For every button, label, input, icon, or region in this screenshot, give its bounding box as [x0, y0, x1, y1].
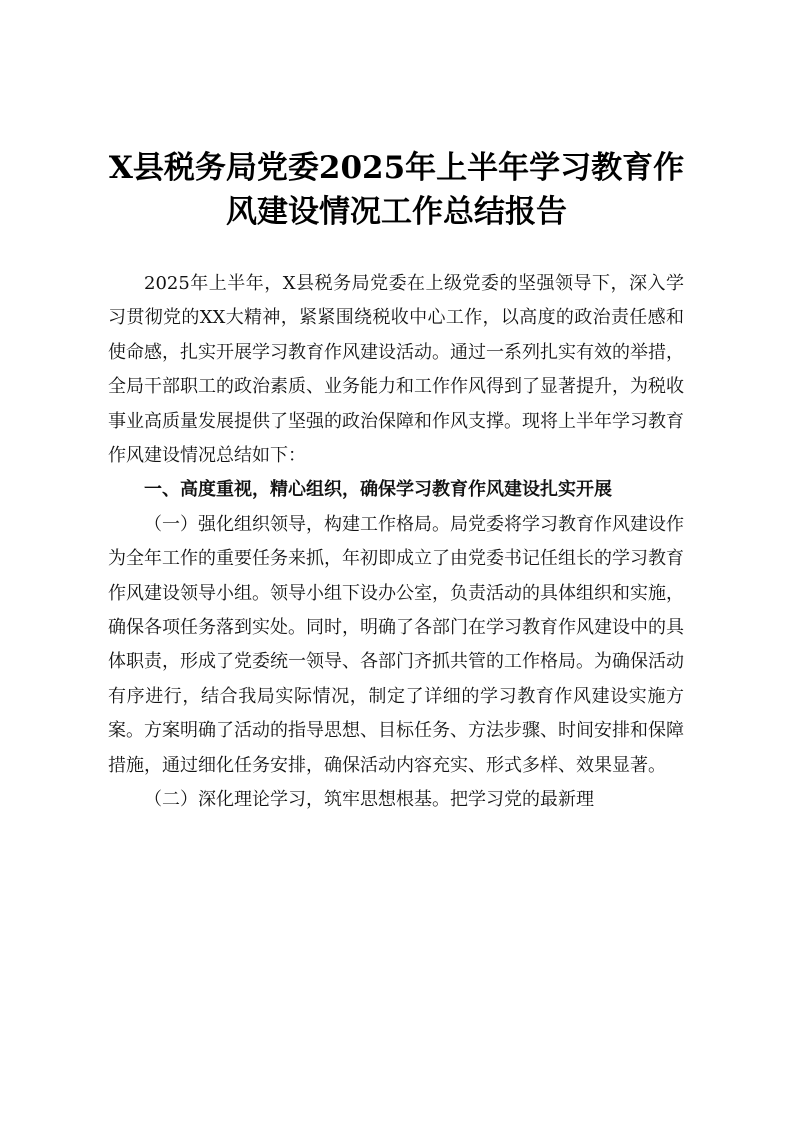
subsection-paragraph-2: （二）深化理论学习，筑牢思想根基。把学习党的最新理: [144, 789, 594, 811]
section-heading-1: 一、高度重视，精心组织，确保学习教育作风建设扎实开展: [144, 479, 612, 501]
intro-paragraph: 2025年上半年，X县税务局党委在上级党委的坚强领导下，深入学习贯彻党的XX大精神，紧紧围绕税收中心工作，以高度的政治责任感和使命感，扎实开展学习教育作风建设活动。通过一系列扎实有效的举措，全局干部职工的政治素质、业务能力和工作作风得到了显著提升，为税收事业高质量发展提供了坚强的政治保障和作风支撑。现将上半年学习教育作风建设情况总结如下：: [108, 273, 684, 467]
subsection-paragraph-1: （一）强化组织领导，构建工作格局。局党委将学习教育作风建设作为全年工作的重要任务来抓，年初即成立了由党委书记任组长的学习教育作风建设领导小组。领导小组下设办公室，负责活动的具体组织和实施，确保各项任务落到实处。同时，明确了各部门在学习教育作风建设中的具体职责，形成了党委统一领导、各部门齐抓共管的工作格局。为确保活动有序进行，结合我局实际情况，制定了详细的学习教育作风建设实施方案。方案明确了活动的指导思想、目标任务、方法步骤、时间安排和保障措施，通过细化任务安排，确保活动内容充实、形式多样、效果显著。: [108, 513, 684, 776]
document-body: [108, 267, 684, 818]
document-title: X县税务局党委2025年上半年学习教育作风建设情况工作总结报告: [108, 150, 685, 230]
